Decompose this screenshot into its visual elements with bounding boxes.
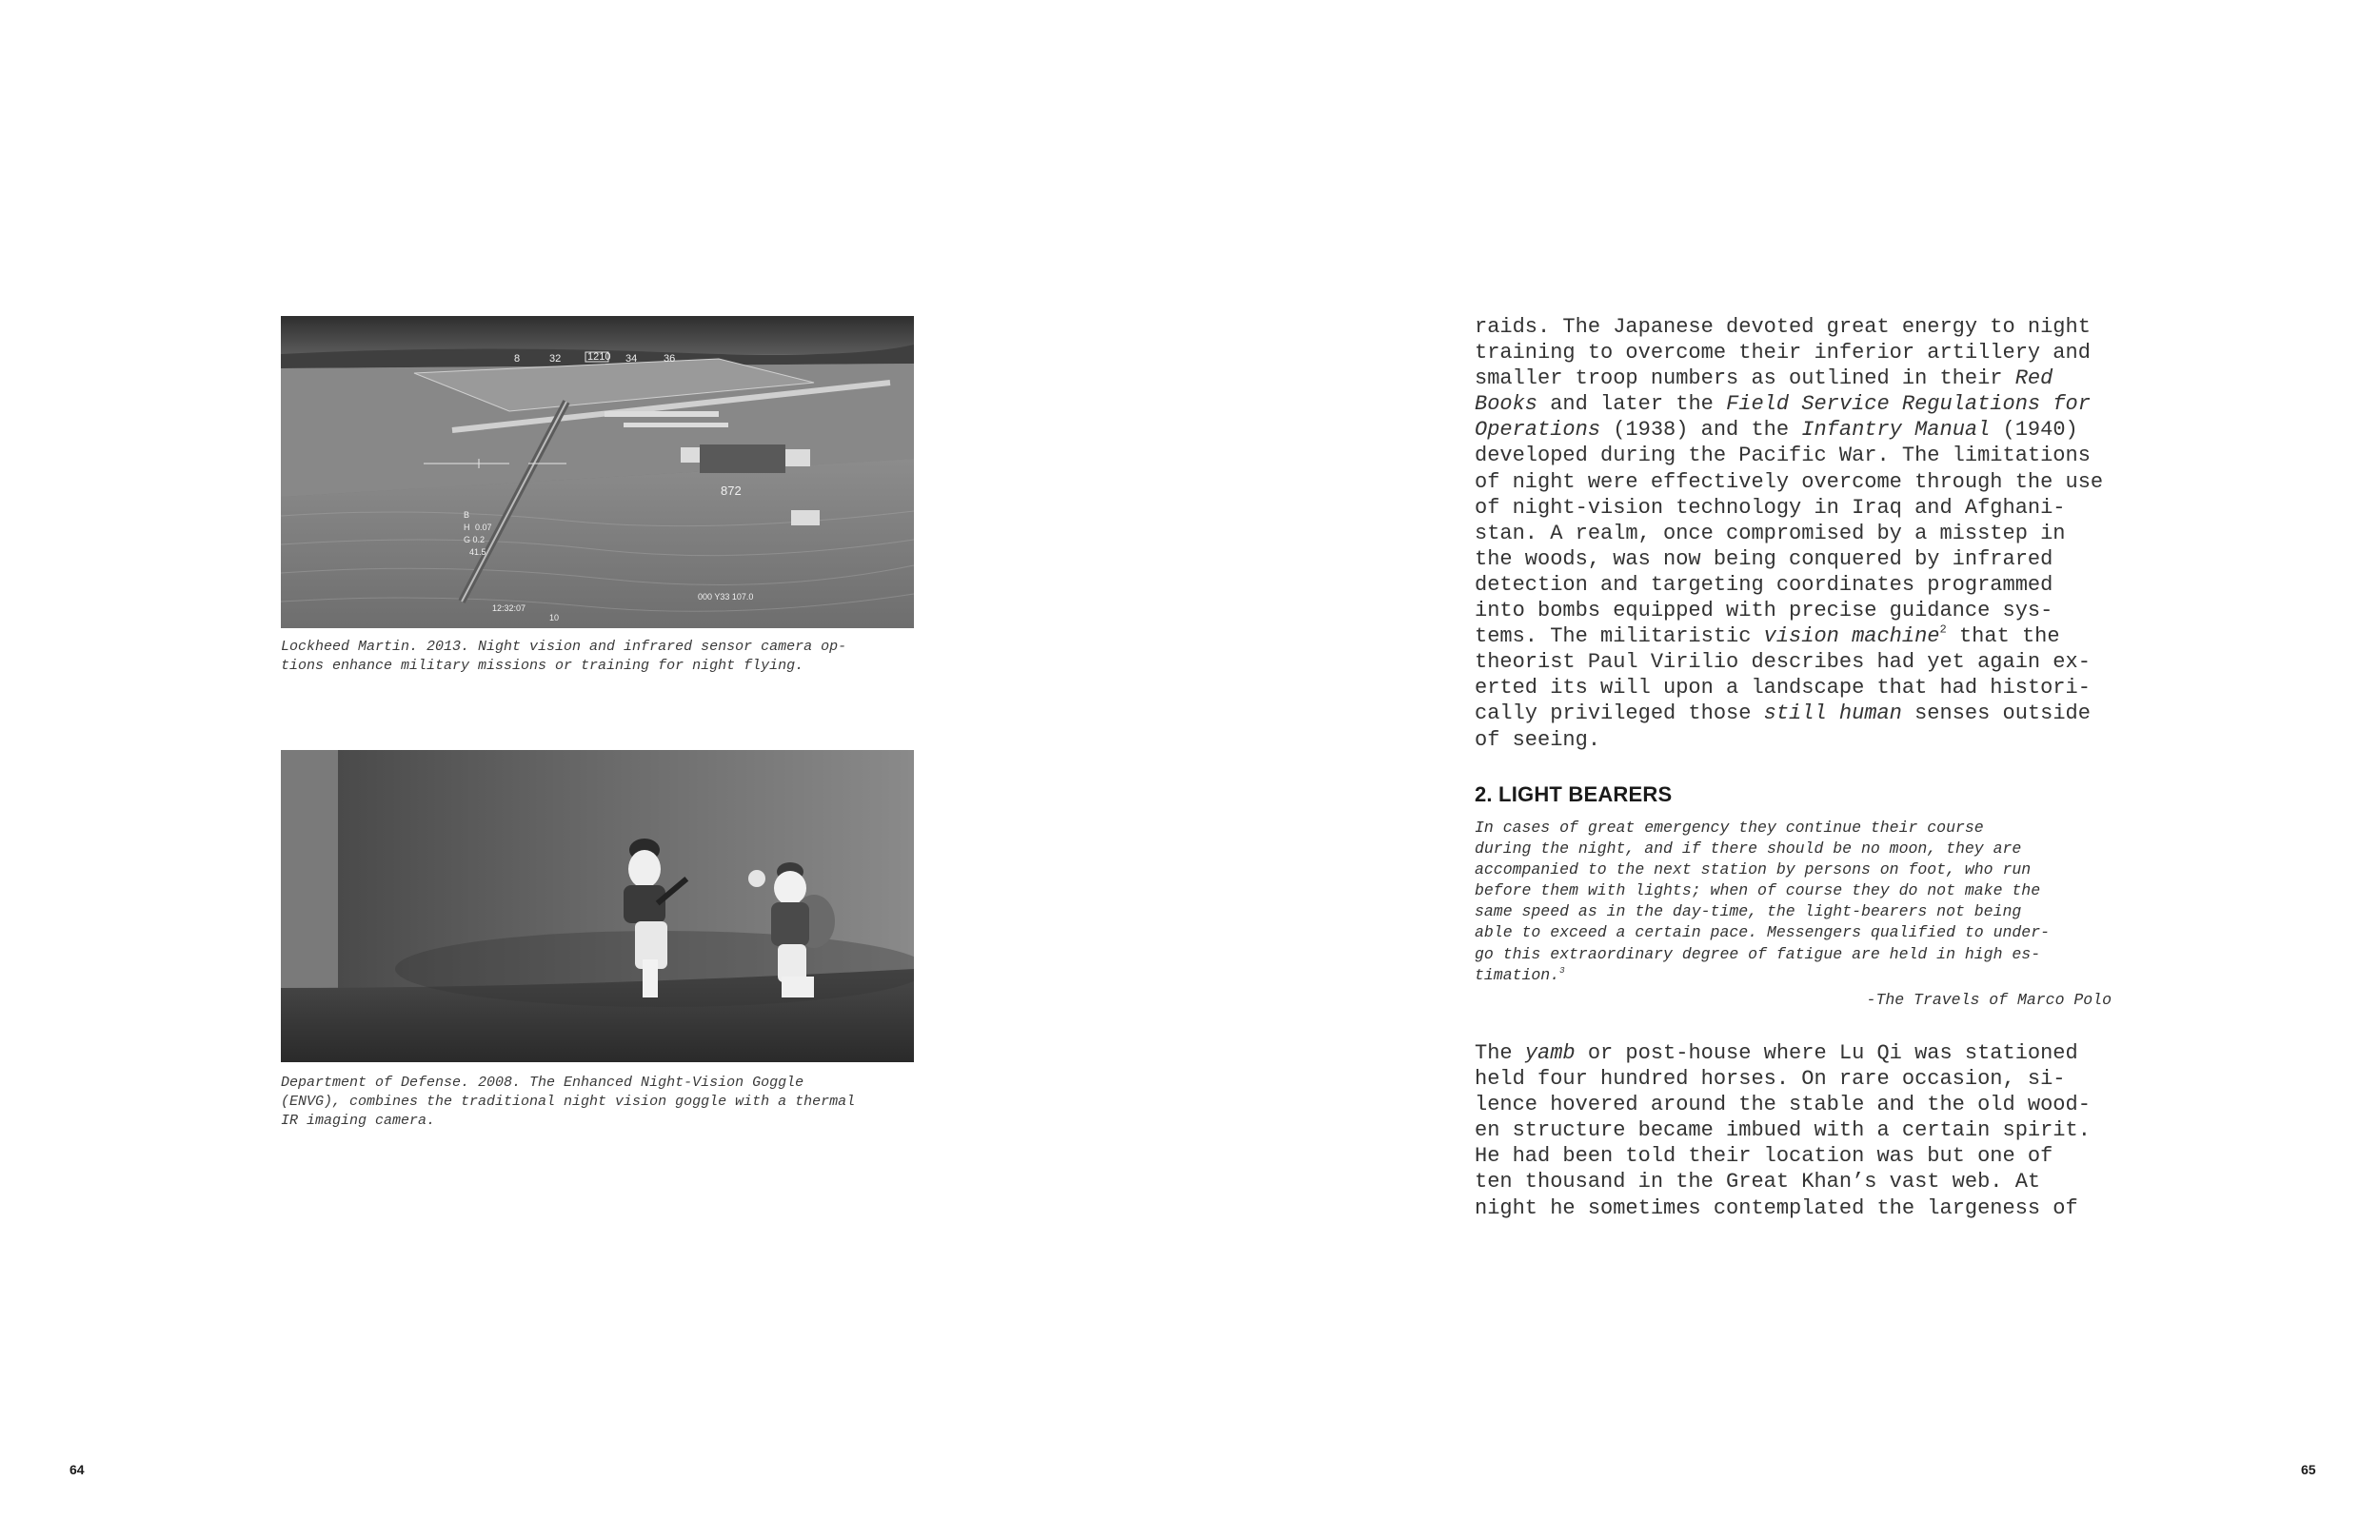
text-line: ten thousand in the Great Khan’s vast web. At: [1475, 1170, 2041, 1194]
text-line: held four hundred horses. On rare occasion, si-: [1475, 1067, 2066, 1092]
quote-line: go this extraordinary degree of fatigue are held in high es-: [1475, 944, 2041, 963]
hud-altitude: 872: [721, 484, 742, 498]
text-line: erted its will upon a landscape that had histori-: [1475, 676, 2091, 701]
text-line: developed during the Pacific War. The limitations: [1475, 444, 2091, 468]
page-number-left: 64: [69, 1462, 85, 1477]
page-number-right: 65: [2301, 1462, 2316, 1477]
text-line: detection and targeting coordinates programmed: [1475, 572, 2053, 597]
caption-line: (ENVG), combines the traditional night vision goggle with a thermal: [281, 1094, 856, 1110]
hud-coordinates: 000 Y33 107.0: [698, 592, 754, 602]
text-line: of night-vision technology in Iraq and Afghani-: [1475, 495, 2066, 520]
text-line: Operations (1938) and the Infantry Manual (1940): [1475, 418, 2078, 443]
figure-caption-dod: [281, 1074, 947, 1131]
text-line: Books and later the Field Service Regulations for: [1475, 392, 2091, 417]
footnote-ref-3: 3: [1559, 964, 1565, 976]
airfield-night-vision-photo: [281, 316, 914, 628]
hud-readout-r: 41.5: [469, 547, 486, 557]
footnote-ref-2: 2: [1939, 622, 1947, 637]
hud-timestamp: 12:32:07: [492, 603, 526, 613]
hud-heading-36: 36: [664, 353, 676, 365]
text-line: theorist Paul Virilio describes had yet again ex-: [1475, 650, 2091, 675]
text-line: He had been told their location was but one of: [1475, 1144, 2053, 1169]
hud-heading-1210: 1210: [587, 351, 611, 363]
text-line: training to overcome their inferior artillery and: [1475, 341, 2091, 365]
epigraph-attribution: -The Travels of Marco Polo: [1866, 991, 2112, 1009]
quote-line: timation.$^3$: [1475, 964, 1565, 984]
hud-readout-g: G 0.2: [464, 535, 486, 544]
hud-heading-34: 34: [625, 353, 638, 365]
soldiers-thermal-photo: [281, 750, 914, 1062]
body-paragraph-2: [1475, 1040, 2122, 1221]
hud-scale: 10: [549, 613, 560, 622]
text-line: smaller troop numbers as outlined in their Red: [1475, 366, 2053, 391]
text-line: the woods, was now being conquered by infrared: [1475, 546, 2053, 571]
quote-line: In cases of great emergency they continue their course: [1475, 819, 1984, 837]
text-line: of seeing.: [1475, 727, 1601, 752]
text-line: night he sometimes contemplated the largeness of: [1475, 1195, 2078, 1220]
section-heading: 2. LIGHT BEARERS: [1475, 782, 1673, 806]
text-line: stan. A realm, once compromised by a misstep in: [1475, 521, 2066, 545]
text-line: tems. The militaristic vision machine$^2$ that the: [1475, 622, 2060, 649]
quote-line: during the night, and if there should be no moon, they are: [1475, 839, 2022, 859]
quote-line: before them with lights; when of course they do not make the: [1475, 881, 2041, 900]
caption-line: Department of Defense. 2008. The Enhanced Night-Vision Goggle: [281, 1075, 804, 1091]
figure-caption-lockheed: [281, 638, 947, 676]
soldiers-image: [281, 750, 914, 1062]
hud-readout-h-value: 0.07: [475, 523, 492, 532]
hud-readout-b: B: [464, 510, 470, 520]
text-line: The yamb or post-house where Lu Qi was stationed: [1475, 1041, 2078, 1065]
quote-line: accompanied to the next station by persons on foot, who run: [1475, 860, 2032, 879]
text-line: lence hovered around the stable and the old wood-: [1475, 1093, 2091, 1117]
text-line: into bombs equipped with precise guidance sys-: [1475, 599, 2053, 623]
epigraph-quote: [1475, 818, 2112, 986]
text-line: raids. The Japanese devoted great energy to night: [1475, 315, 2091, 339]
text-line: en structure became imbued with a certain spirit.: [1475, 1118, 2091, 1143]
body-paragraph-1: [1475, 314, 2122, 753]
text-line: of night were effectively overcome through the use: [1475, 469, 2104, 494]
caption-line: IR imaging camera.: [281, 1113, 436, 1129]
text-line: cally privileged those still human senses outside: [1475, 701, 2091, 726]
quote-line: able to exceed a certain pace. Messengers qualified to under-: [1475, 923, 2050, 942]
hud-heading-8: 8: [514, 353, 521, 365]
caption-line: Lockheed Martin. 2013. Night vision and infrared sensor camera op-: [281, 639, 847, 655]
hud-readout-h: H: [464, 523, 470, 532]
quote-line: same speed as in the day-time, the light-bearers not being: [1475, 902, 2022, 921]
hud-heading-32: 32: [549, 353, 562, 365]
airfield-image: [281, 316, 914, 628]
caption-line: tions enhance military missions or training for night flying.: [281, 658, 804, 674]
